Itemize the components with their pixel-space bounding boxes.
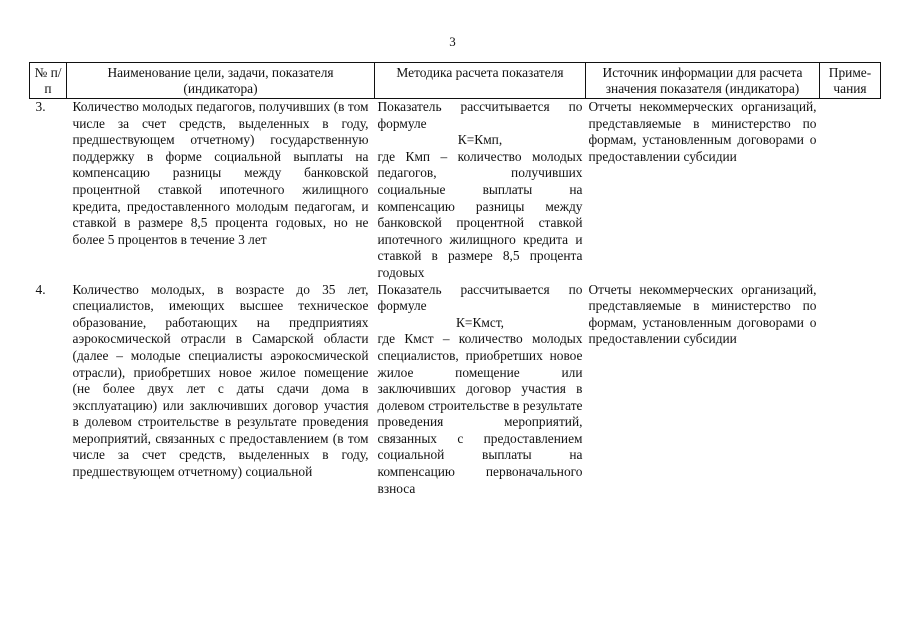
- method-intro: Показатель рассчитывается по формуле: [377, 281, 583, 314]
- page-number: 3: [449, 34, 456, 49]
- calculation-method: [375, 282, 586, 498]
- table-header-row: [30, 63, 881, 99]
- table-row: [30, 282, 881, 498]
- indicators-table: [29, 62, 881, 497]
- indicator-name: Количество молодых, в возрасте до 35 лет, специалистов, имеющих высшее техническое образование, работающих на предприятиях аэрокосмической отрасли в Самарской области (далее – молодые специалисты аэрокосмической отрасли), приобретших новое жилое помещение (не более двух лет с даты сдачи дома в эксплуатацию) или заключивших договор участия в долевом строительстве в результате проведения мероприятий, связанных с предоставлением (в том числе за счет средств, выделенных в году, предшествующем отчетному) социальной: [72, 281, 369, 480]
- indicator-name: Количество молодых педагогов, получивших (в том числе за счет средств, выделенных в году, предшествующем отчетному) государственную поддержку в форме социальной выплаты на компенсацию разницы между банковской процентной ставкой ипотечного жилищного кредита, предоставленного молодым педагогам, и ставкой в размере 8,5 процента годовых, но не более 5 процентов в течение 3 лет: [72, 99, 369, 247]
- method-description: где Кмп – количество молодых педагогов, получивших социальные выплаты на компенсацию разницы между банковской процентной ставкой ипотечного жилищного кредита и ставкой в размере 8,5 процента годовых: [377, 148, 583, 280]
- notes-cell: [820, 282, 881, 498]
- information-source: Отчеты некоммерческих организаций, представляемые в министерство по формам, установленным договорами о предоставлении субсидии: [588, 99, 817, 164]
- method-formula: К=Кмст,: [455, 314, 505, 330]
- method-intro: Показатель рассчитывается по формуле: [377, 99, 583, 131]
- notes-cell: [820, 99, 881, 282]
- row-number: 3.: [35, 99, 46, 114]
- calculation-method: [375, 99, 586, 282]
- header-num: № п/п: [30, 63, 67, 99]
- header-name: Наименование цели, задачи, показателя (индикатора): [67, 63, 375, 99]
- table-row: [30, 99, 881, 282]
- header-method: Методика расчета показателя: [375, 63, 586, 99]
- method-formula: К=Кмп,: [457, 132, 503, 148]
- information-source: Отчеты некоммерческих организаций, представляемые в министерство по формам, установленным договорами о предоставлении субсидии: [588, 281, 817, 347]
- method-description: где Кмст – количество молодых специалистов, приобретших новое жилое помещение или заключивших договор участия в долевом строительстве в результате проведения мероприятий, связанных с предоставлением социальной выплаты на компенсацию первоначального взноса: [377, 331, 583, 496]
- header-source: Источник информации для расчета значения показателя (индикатора): [586, 63, 820, 99]
- header-notes: Приме-чания: [820, 63, 881, 99]
- row-number: 4.: [35, 281, 46, 297]
